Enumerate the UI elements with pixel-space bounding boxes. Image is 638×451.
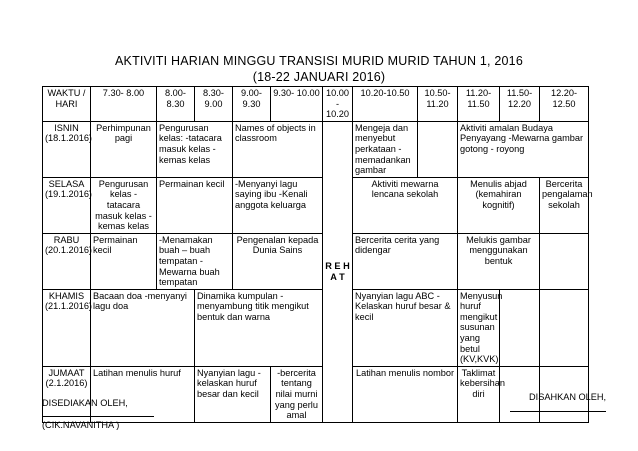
isnin-empty [418,121,458,177]
rabu-empty [540,233,589,289]
day-isnin: ISNIN (18.1.2016) [43,121,91,177]
row-khamis [43,289,589,366]
preparer-name: (CIK.NAVANITHA ) [42,420,120,430]
approved-signature-line [510,411,606,412]
header-time-1: 7.30- 8.00 [91,87,157,122]
document-subtitle: (18-22 JANUARI 2016) [252,70,386,84]
header-time-8: 10.50- 11.20 [418,87,458,122]
day-khamis: KHAMIS (21.1.2016) [43,289,91,366]
selasa-activity-3: -Menyanyi lagu saying ibu -Kenali anggota keluarga [233,177,323,233]
header-time-11: 12.20-12.50 [540,87,589,122]
selasa-activity-5: Menulis abjad (kemahiran kognitif) [458,177,540,233]
row-selasa [43,177,589,233]
selasa-activity-2: Permainan kecil [157,177,233,233]
isnin-activity-1: Perhimpunan pagi [91,121,157,177]
selasa-activity-1: Pengurusan kelas - tatacara masuk kelas -kemas kelas [91,177,157,233]
khamis-activity-1: Bacaan doa -menyanyi lagu doa [91,289,195,366]
header-row [43,87,589,122]
selasa-activity-4: Aktiviti mewarna lencana sekolah [353,177,458,233]
rabu-activity-2: -Menamakan buah – buah tempatan -Mewarna buah tempatan [157,233,233,289]
header-time-6: 10.00 - 10.20 [323,87,353,122]
header-time-2: 8.00- 8.30 [157,87,195,122]
row-isnin [43,121,589,177]
document-title: AKTIVITI HARIAN MINGGU TRANSISI MURID MURID TAHUN 1, 2016 [115,54,523,68]
header-time-9: 11.20- 11.50 [458,87,500,122]
jumaat-activity-3: -bercerita tentang nilai murni yang perlu amal [271,366,323,422]
isnin-activity-4: Mengeja dan menyebut perkataan -memadankan gambar [353,121,418,177]
header-time-4: 9.00- 9.30 [233,87,271,122]
jumaat-activity-1: Latihan menulis huruf [91,366,195,422]
rabu-activity-3: Pengenalan kepada Dunia Sains [233,233,323,289]
khamis-empty-2 [540,289,589,366]
rabu-activity-1: Permainan kecil [91,233,157,289]
jumaat-activity-4: Latihan menulis nombor [353,366,458,422]
isnin-activity-5: Aktiviti amalan Budaya Penyayang -Mewarna gambar gotong - royong [458,121,589,177]
day-selasa: SELASA (19.1.2016) [43,177,91,233]
approved-by-label: DISAHKAN OLEH, [529,392,607,402]
jumaat-activity-2: Nyanyian lagu -kelaskan huruf besar dan kecil [195,366,271,422]
khamis-activity-4: Menyusun huruf mengikut susunan yang betul (KV,KVK) [458,289,500,366]
header-time-10: 11.50- 12.20 [500,87,540,122]
header-time-5: 9.30- 10.00 [271,87,323,122]
khamis-empty-1 [500,289,540,366]
jumaat-activity-5: Taklimat kebersihan diri [458,366,500,422]
schedule-table [42,86,593,423]
isnin-activity-2: Pengurusan kelas: -tatacara masuk kelas -kemas kelas [157,121,233,177]
day-rabu: RABU (20.1.2016) [43,233,91,289]
row-jumaat [43,366,589,422]
prepared-signature-line [42,416,154,417]
row-rabu [43,233,589,289]
khamis-activity-3: Nyanyian lagu ABC -Kelaskan huruf besar & kecil [353,289,458,366]
rehat-break: R E H A T [323,121,353,422]
rabu-activity-4: Bercerita cerita yang didengar [353,233,458,289]
header-time-7: 10.20-10.50 [353,87,418,122]
day-jumaat: JUMAAT (2.1.2016) [43,366,91,422]
header-time-day: WAKTU / HARI [43,87,91,122]
khamis-activity-2: Dinamika kumpulan -menyambung titik mengikut bentuk dan warna [195,289,323,366]
prepared-by-label: DISEDIAKAN OLEH, [42,398,128,408]
selasa-activity-6: Bercerita pengalaman sekolah [540,177,589,233]
isnin-activity-3: Names of objects in classroom [233,121,323,177]
header-time-3: 8.30- 9.00 [195,87,233,122]
rabu-activity-5: Melukis gambar menggunakan bentuk [458,233,540,289]
